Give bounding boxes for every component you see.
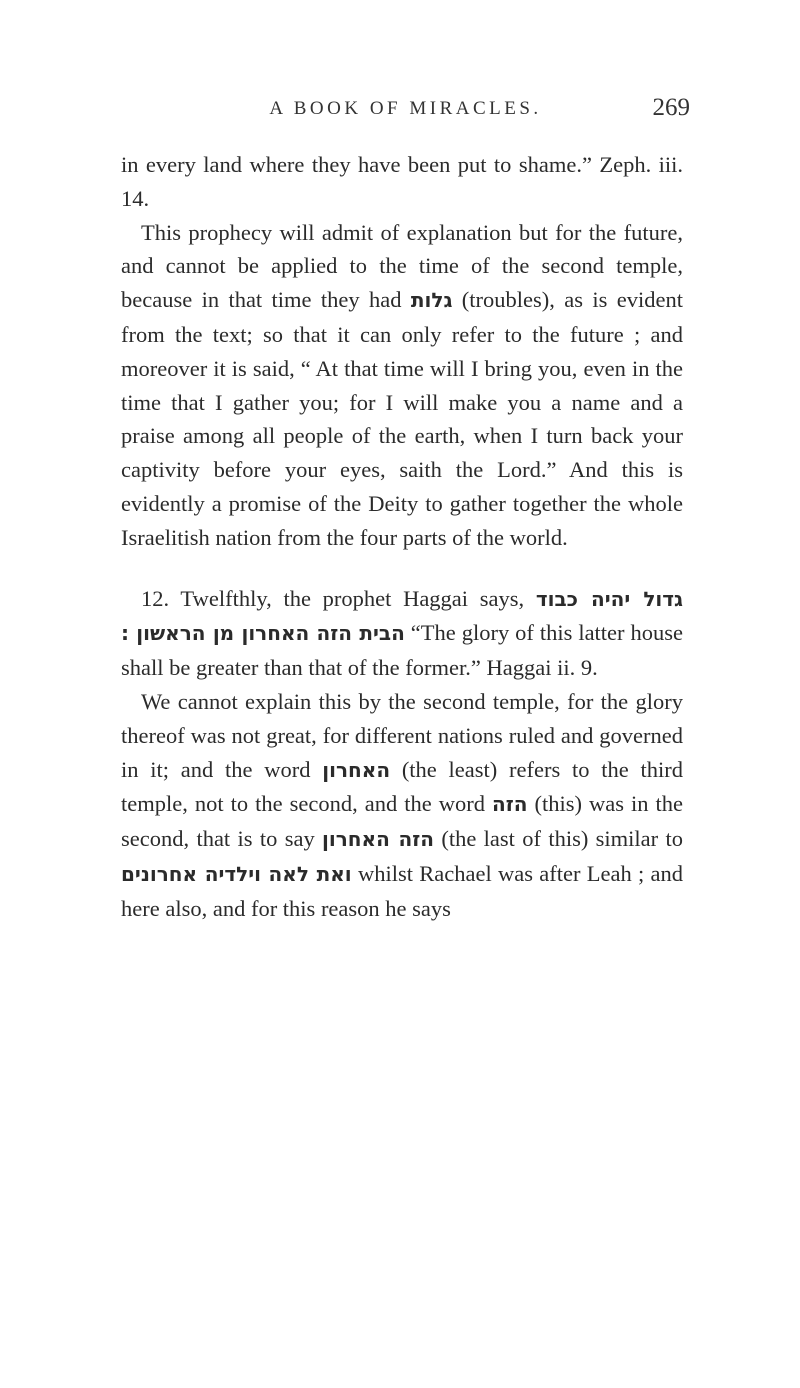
text-segment: “The glory of this latter house shall be greater than that of the former.” Haggai ii. 9. [121,620,683,681]
hebrew-word: הזה [491,792,528,817]
page-number: 269 [652,94,690,121]
text-segment: whilst Rachael was after Leah ; and here also, and for this reason he says [121,860,683,921]
text-segment: This prophecy will admit of explanation but for the future, and cannot be applied to the time of the second temple, because in that time they had [121,219,683,313]
paragraph-twelfthly [121,582,683,685]
hebrew-phrase: ואת לאה וילדיה אחרונים [121,861,352,886]
running-head-title: A BOOK OF MIRACLES. [269,98,542,119]
hebrew-word: האחרון [322,757,391,782]
text-segment: in every land where they have been put to shame.” Zeph. iii. 14. [121,152,683,211]
running-head [121,94,690,128]
text-segment: (this) was in the second, that is to say [121,791,683,852]
text-segment: (the least) refers to the third temple, not to the second, and the word [121,756,683,817]
text-segment: (the last of this) similar to [434,826,683,852]
text-segment: We cannot explain this by the second temple, for the glory thereof was not great, for different nations ruled and governed in it; and the word [121,688,683,782]
text-segment: 12. Twelfthly, the prophet Haggai says, [141,585,536,611]
hebrew-quotation: גדול יהיה כבוד הבית הזה האחרון מן הראשון : [121,586,683,646]
hebrew-word: גלות [410,288,453,313]
paragraph-zeph-citation [121,148,683,216]
paragraph-second-temple [121,685,683,926]
paragraph-prophecy-explanation [121,216,683,555]
text-segment: (troubles), as is evident from the text; so that it can only refer to the future ; and moreover it is said, “ At that time will I bring you, even in the time that I gather you; for I will make you a name and a praise among all people of the earth, when I turn back your captivity before your eyes, saith the Lord.” And this is evidently a promise of the Deity to gather together the whole Israelitish nation from the four parts of the world. [121,287,683,550]
body-text [121,148,683,926]
hebrew-phrase: הזה האחרון [322,827,435,852]
